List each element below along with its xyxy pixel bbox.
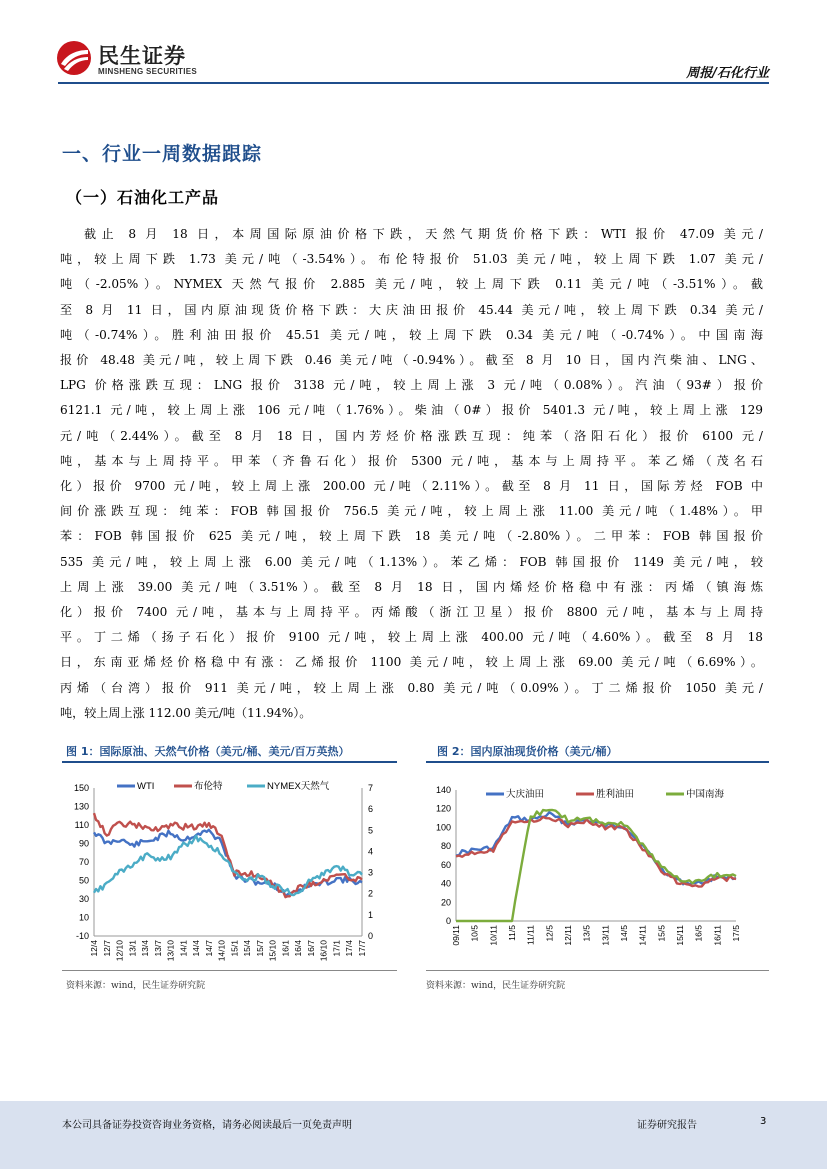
body-line: 吨，较上周下跌 1.73 美元/吨（-3.54%）。布伦特报价 51.03 美元/吨，较上周下跌 1.07 美元/ [60,252,763,267]
header-divider [58,82,769,84]
x-tick-label: 09/11 [451,925,461,946]
y-tick-label: 20 [440,897,451,908]
figure-1-source: 资料来源：wind，民生证券研究院 [66,981,206,991]
y-left-tick-label: 10 [78,912,89,923]
figure-1-chart [62,768,397,966]
figure-2-bottom-rule [426,970,769,971]
page-number: 3 [760,1116,767,1127]
y-left-tick-label: -10 [75,931,89,941]
x-tick-label: 17/1 [331,940,342,957]
x-tick-label: 16/4 [293,940,304,957]
legend-label: 布伦特 [194,781,223,792]
x-tick-label: 12/10 [114,940,125,962]
x-tick-label: 14/7 [203,940,214,957]
body-line: 化）报价 7400 元/吨，基本与上周持平。丙烯酸（浙江卫星）报价 8800 元/吨，基本与上周持 [60,605,763,620]
footer-report-type: 证券研究报告 [637,1120,697,1131]
body-line: 吨（-2.05%）。NYMEX 天然气报价 2.885 美元/吨，较上周下跌 0.11 美元/吨（-3.51%）。截 [60,277,763,292]
x-tick-label: 15/4 [242,940,253,957]
legend-label: 胜利油田 [596,789,635,800]
x-tick-label: 14/1 [178,940,189,957]
body-line: 平。丁二烯（扬子石化）报价 9100 元/吨，较上周上涨 400.00 元/吨（4.60%）。截至 8 月 18 [60,630,763,645]
page-footer [0,1101,827,1169]
x-tick-label: 17/5 [731,925,741,942]
figure-1-bottom-rule [62,970,397,971]
x-tick-label: 13/1 [127,940,138,957]
x-tick-label: 10/5 [469,925,480,942]
figure-2-source: 资料来源：wind，民生证券研究院 [426,981,566,991]
y-right-tick-label: 0 [368,931,374,941]
x-tick-label: 12/4 [89,940,99,957]
x-tick-label: 16/10 [318,940,329,962]
y-tick-label: 140 [435,785,451,795]
x-tick-label: 15/7 [254,940,265,957]
x-tick-label: 12/7 [101,940,112,957]
x-tick-label: 13/10 [165,940,176,962]
minsheng-logo-icon [55,40,93,76]
body-line: 报价 48.48 美元/吨，较上周下跌 0.46 美元/吨（-0.94%）。截至 8 月 10 日，国内汽柴油、LNG、 [60,353,763,368]
x-tick-label: 14/4 [191,940,202,957]
legend-label: WTI [137,781,155,792]
figure-2-title: 图 2：国内原油现货价格（美元/桶） [437,745,618,758]
x-tick-label: 13/4 [140,940,151,957]
x-tick-label: 11/11 [525,925,536,946]
y-left-tick-label: 70 [78,857,89,867]
body-line: 上周上涨 39.00 美元/吨（3.51%）。截至 8 月 18 日，国内烯烃价格稳中有涨：丙烯（镇海炼 [60,579,763,594]
body-line: 吨，基本与上周持平。甲苯（齐鲁石化）报价 5300 元/吨，基本与上周持平。苯乙烯（茂名石 [60,453,763,468]
x-tick-label: 15/10 [267,940,278,962]
series-line-胜利油田 [456,817,736,887]
x-tick-label: 16/1 [280,940,291,957]
series-line-布伦特 [94,813,362,897]
body-line: 间价涨跌互现：纯苯：FOB 韩国报价 756.5 美元/吨，较上周上涨 11.00 美元/吨（1.48%）。甲 [60,504,763,519]
legend-label: 中国南海 [686,789,725,800]
y-right-tick-label: 7 [368,783,374,793]
y-left-tick-label: 30 [78,894,89,904]
legend-label: 大庆油田 [506,789,545,800]
x-tick-label: 15/5 [656,925,667,942]
figure-1-rule [62,761,397,763]
y-left-tick-label: 150 [73,783,89,793]
body-line: 截止 8 月 18 日，本周国际原油价格下跌，天然气期货价格下跌：WTI 报价 47.09 美元/ [84,227,763,241]
series-line-中国南海 [456,810,736,921]
x-tick-label: 14/5 [619,925,629,942]
x-tick-label: 15/11 [675,925,685,946]
y-tick-label: 60 [440,859,451,870]
body-line: 元/吨（2.44%）。截至 8 月 18 日，国内芳烃价格涨跌互现：纯苯（洛阳石化）报价 6100 元/ [60,428,763,443]
subsection-title: （一）石油化工产品 [66,188,220,207]
x-tick-label: 13/7 [152,940,163,957]
body-line: 丙烯（台湾）报价 911 美元/吨，较上周上涨 0.80 美元/吨（0.09%）。丁二烯报价 1050 美元/ [60,680,763,695]
y-tick-label: 40 [440,878,451,889]
logo-english-text: MINSHENG SECURITIES [98,67,198,76]
y-right-tick-label: 3 [368,867,374,878]
x-tick-label: 12/11 [563,925,573,946]
y-left-tick-label: 130 [73,801,89,812]
body-paragraph [60,222,763,726]
y-left-tick-label: 90 [78,838,89,849]
figure-1-title: 图 1：国际原油、天然气价格（美元/桶、美元/百万英热） [66,745,350,758]
x-tick-label: 17/4 [344,940,355,957]
y-right-tick-label: 6 [368,804,374,815]
y-left-tick-label: 110 [74,820,89,830]
y-tick-label: 120 [435,803,451,814]
y-tick-label: 0 [445,916,451,926]
body-line: 至 8 月 11 日，国内原油现货价格下跌：大庆油田报价 45.44 美元/吨，较上周下跌 0.34 美元/ [60,302,763,317]
body-line: 化）报价 9700 元/吨，较上周上涨 200.00 元/吨（2.11%）。截至 8 月 11 日，国际芳烃 FOB 中 [60,479,763,494]
footer-disclaimer: 本公司具备证券投资咨询业务资格，请务必阅读最后一页免责声明 [62,1120,352,1131]
x-tick-label: 13/5 [581,925,592,942]
y-left-tick-label: 50 [78,875,89,886]
x-tick-label: 14/10 [216,940,227,962]
x-tick-label: 11/5 [507,925,517,941]
x-tick-label: 16/5 [693,925,704,942]
x-tick-label: 16/7 [305,940,316,957]
figure-2-rule [426,761,769,763]
y-tick-label: 80 [440,841,451,852]
page-header [0,0,827,90]
logo-text: 民生证券 [98,44,186,68]
x-tick-label: 17/7 [357,940,367,957]
y-tick-label: 100 [435,822,451,833]
x-tick-label: 15/1 [229,940,240,957]
x-tick-label: 13/11 [600,925,611,946]
body-line: 日，东南亚烯烃价格稳中有涨：乙烯报价 1100 美元/吨，较上周上涨 69.00 美元/吨（6.69%）。 [60,655,763,670]
y-right-tick-label: 5 [368,825,374,836]
x-tick-label: 14/11 [637,925,648,946]
figure-2-chart [426,768,769,966]
body-line: 吨（-0.74%）。胜利油田报价 45.51 美元/吨，较上周下跌 0.34 美元/吨（-0.74%）。中国南海 [60,327,763,342]
section-title: 一、行业一周数据跟踪 [62,143,263,165]
body-line: 吨，较上周上涨 112.00 美元/吨（11.94%）。 [60,705,312,720]
y-right-tick-label: 1 [368,909,374,920]
body-line: 6121.1 元/吨，较上周上涨 106 元/吨（1.76%）。柴油（0#）报价 5401.3 元/吨，较上周上涨 129 [60,403,763,418]
report-tag: 周报/石化行业 [686,66,769,81]
body-line: LPG 价格涨跌互现：LNG 报价 3138 元/吨，较上周上涨 3 元/吨（0.08%）。汽油（93#）报价 [60,378,763,393]
x-tick-label: 16/11 [712,925,723,946]
x-tick-label: 10/11 [488,925,499,946]
x-tick-label: 12/5 [544,925,555,942]
body-line: 苯：FOB 韩国报价 625 美元/吨，较上周下跌 18 美元/吨（-2.80%）。二甲苯：FOB 韩国报价 [60,529,763,544]
y-right-tick-label: 4 [368,846,374,857]
body-line: 535 美元/吨，较上周上涨 6.00 美元/吨（1.13%）。苯乙烯：FOB 韩国报价 1149 美元/吨，较 [60,554,763,569]
legend-label: NYMEX天然气 [267,781,330,792]
y-right-tick-label: 2 [368,888,374,899]
